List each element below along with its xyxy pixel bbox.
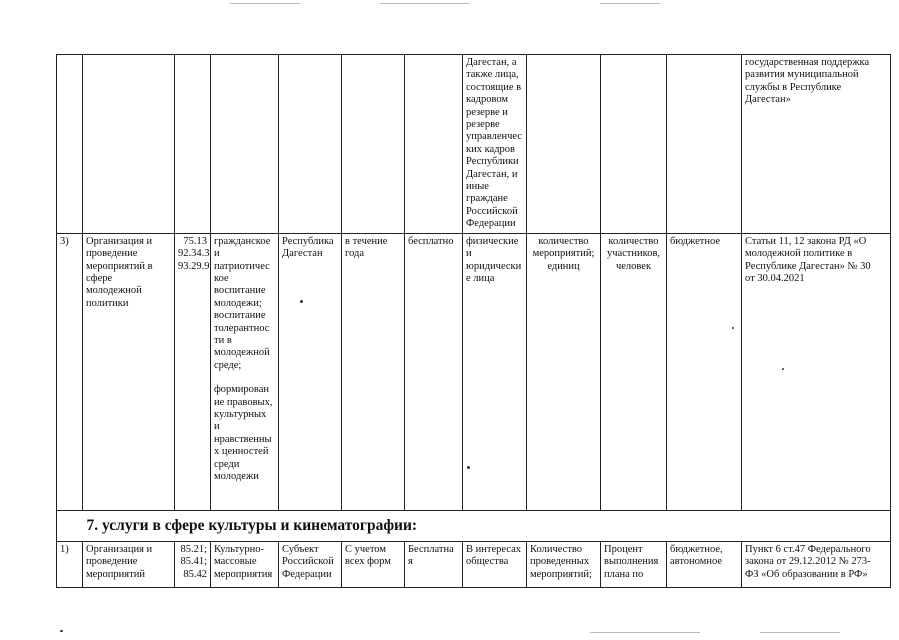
text-line: года: [345, 248, 364, 260]
text-line: Количество: [530, 543, 583, 555]
cell-content: [211, 541, 279, 587]
text-line: ие правовых,: [214, 396, 273, 408]
text-line: Дагестан: [282, 248, 323, 260]
text-line: Республики: [466, 156, 519, 168]
text-line: нравственны: [214, 433, 272, 445]
text-line: С учетом: [345, 543, 386, 555]
cell-eligible: [463, 55, 527, 234]
text-line: проведение: [86, 556, 138, 568]
text-line: Республика: [282, 235, 334, 247]
text-line: сфере: [86, 272, 113, 284]
text-line: ких кадров: [466, 143, 515, 155]
text-line: 75.13: [183, 235, 207, 247]
text-line: мероприятия: [214, 568, 273, 580]
text-line: и: [214, 248, 220, 260]
text-line: Статьи 11, 12 закона РД «О: [745, 235, 867, 247]
text-line: единиц: [547, 260, 580, 272]
cell-time: [342, 55, 405, 234]
cell-name: [83, 55, 175, 234]
text-line: количество: [608, 235, 659, 247]
text-line: Республике Дагестан» № 30: [745, 260, 871, 272]
text-line: ти в: [214, 334, 232, 346]
text-line: всех форм: [345, 556, 391, 568]
text-line: резерве и: [466, 106, 508, 118]
text-line: Дагестан, и: [466, 168, 518, 180]
cell-indicator-quality: [601, 541, 667, 587]
bottom-scan-line: [590, 632, 700, 633]
text-line: в течение: [345, 235, 388, 247]
scan-speck: [300, 300, 303, 303]
scan-speck: [60, 630, 63, 632]
text-line: и: [214, 421, 220, 433]
text-line: патриотичес: [214, 260, 270, 272]
text-line: 93.29.9: [178, 260, 210, 272]
text-line: молодежной политике в: [745, 248, 853, 260]
line-gap: [214, 372, 275, 384]
text-line: резерве: [466, 119, 500, 131]
text-line: количество: [538, 235, 589, 247]
table-row-3: [57, 233, 891, 510]
text-line: гражданское: [214, 235, 271, 247]
text-line: состоящие в: [466, 81, 522, 93]
cell-basis: [742, 541, 891, 587]
text-line: 92.34.3: [178, 248, 210, 260]
text-line: проведение: [86, 248, 138, 260]
text-line: Дагестан, а: [466, 57, 517, 68]
text-line: автономное: [670, 556, 723, 568]
cell-num: [57, 55, 83, 234]
cell-price: [405, 233, 463, 510]
scan-speck: [782, 368, 784, 370]
section-title: 7. услуги в сфере культуры и кинематографии:: [83, 510, 891, 541]
cell-codes: [175, 541, 211, 587]
text-line: мероприятий в: [86, 260, 153, 272]
text-line: кое: [214, 272, 229, 284]
text-line: Организация и: [86, 543, 153, 555]
scan-speck: [467, 466, 470, 469]
text-line: культурных: [214, 408, 267, 420]
text-line: Организация и: [86, 235, 153, 247]
cell-codes: [175, 55, 211, 234]
text-line: общества: [466, 556, 509, 568]
text-line: Российской: [282, 556, 334, 568]
cell-name: [83, 541, 175, 587]
text-line: бюджетное,: [670, 543, 723, 555]
cell-eligible: [463, 233, 527, 510]
cell-price: [405, 55, 463, 234]
cell-price: [405, 541, 463, 587]
cell-name: [83, 233, 175, 510]
cell-indicator-quality: [601, 233, 667, 510]
text-line: развития муниципальной: [745, 69, 859, 81]
text-line: х ценностей: [214, 446, 269, 458]
text-line: молодежи: [214, 471, 259, 482]
text-line: мероприятий;: [530, 568, 592, 580]
cell-indicator-quality: [601, 55, 667, 234]
table-row-1: [57, 541, 891, 587]
top-scan-line: [600, 3, 660, 4]
text-line: 85.42: [183, 568, 207, 580]
cell-content: [211, 233, 279, 510]
text-line: Дагестан»: [745, 94, 791, 106]
cell-num: 3): [57, 233, 83, 510]
text-line: мероприятий: [86, 568, 145, 580]
section-heading-row: [57, 510, 891, 541]
cell-time: [342, 541, 405, 587]
text-line: закона от 29.12.2012 № 273-: [745, 556, 871, 568]
text-line: граждане: [466, 193, 508, 205]
text-line: формирован: [214, 384, 270, 396]
text-line: 85.21;: [180, 543, 207, 555]
cell-place: [279, 541, 342, 587]
text-line: физические: [466, 235, 519, 247]
text-line: В интересах: [466, 543, 521, 555]
text-line: е лица: [466, 272, 495, 284]
text-line: Процент: [604, 543, 643, 555]
text-line: и: [466, 248, 472, 260]
text-line: я: [408, 556, 413, 568]
text-line: юридически: [466, 260, 522, 272]
text-line: молодежи;: [214, 297, 262, 309]
text-line: участников,: [606, 248, 661, 260]
text-line: проведенных: [530, 556, 590, 568]
text-line: молодежной: [214, 347, 270, 359]
cell-place: [279, 55, 342, 234]
text-line: кадровом: [466, 94, 509, 106]
cell-indicator-volume: [527, 233, 601, 510]
text-line: Бесплатна: [408, 543, 454, 555]
cell-basis: [742, 233, 891, 510]
cell-institution: [667, 233, 742, 510]
table-row-continuation: [57, 55, 891, 234]
text-line: службы в Республике: [745, 81, 842, 93]
top-scan-line: [230, 3, 300, 4]
text-line: от 30.04.2021: [745, 272, 805, 284]
cell-eligible: [463, 541, 527, 587]
text-line: воспитание: [214, 310, 266, 322]
text-line: молодежной: [86, 285, 142, 297]
text-line: бюджетное: [670, 235, 721, 247]
text-line: выполнения: [604, 556, 659, 568]
text-line: бесплатно: [408, 235, 454, 247]
text-line: Культурно-: [214, 543, 264, 555]
text-line: массовые: [214, 556, 257, 568]
text-line: среди: [214, 458, 240, 470]
text-line: человек: [615, 260, 652, 272]
text-line: государственная поддержка: [745, 57, 870, 68]
cell-num: 1): [57, 541, 83, 587]
text-line: Российской: [466, 205, 518, 217]
text-line: 85.41;: [180, 556, 207, 568]
text-line: мероприятий;: [532, 248, 595, 260]
text-line: Федерации: [282, 568, 332, 580]
text-line: среде;: [214, 359, 242, 371]
text-line: толерантнос: [214, 322, 270, 334]
cell-num: [57, 510, 83, 541]
text-line: Федерации: [466, 218, 516, 230]
text-line: плана по: [604, 568, 644, 580]
cell-institution: [667, 541, 742, 587]
text-line: ФЗ «Об образовании в РФ»: [745, 568, 868, 580]
text-line: Субъект: [282, 543, 319, 555]
text-line: иные: [466, 181, 489, 193]
text-line: Пункт 6 ст.47 Федерального: [745, 543, 871, 555]
text-line: воспитание: [214, 285, 266, 297]
text-line: управленчес: [466, 131, 522, 143]
cell-institution: [667, 55, 742, 234]
cell-indicator-volume: [527, 55, 601, 234]
cell-codes: [175, 233, 211, 510]
text-line: также лица,: [466, 69, 519, 81]
cell-basis: [742, 55, 891, 234]
services-table: [56, 54, 891, 588]
text-line: политики: [86, 297, 129, 309]
cell-indicator-volume: [527, 541, 601, 587]
cell-time: [342, 233, 405, 510]
bottom-scan-line: [760, 632, 840, 633]
cell-place: [279, 233, 342, 510]
scan-speck: [732, 327, 734, 329]
cell-content: [211, 55, 279, 234]
top-scan-line: [380, 3, 470, 4]
